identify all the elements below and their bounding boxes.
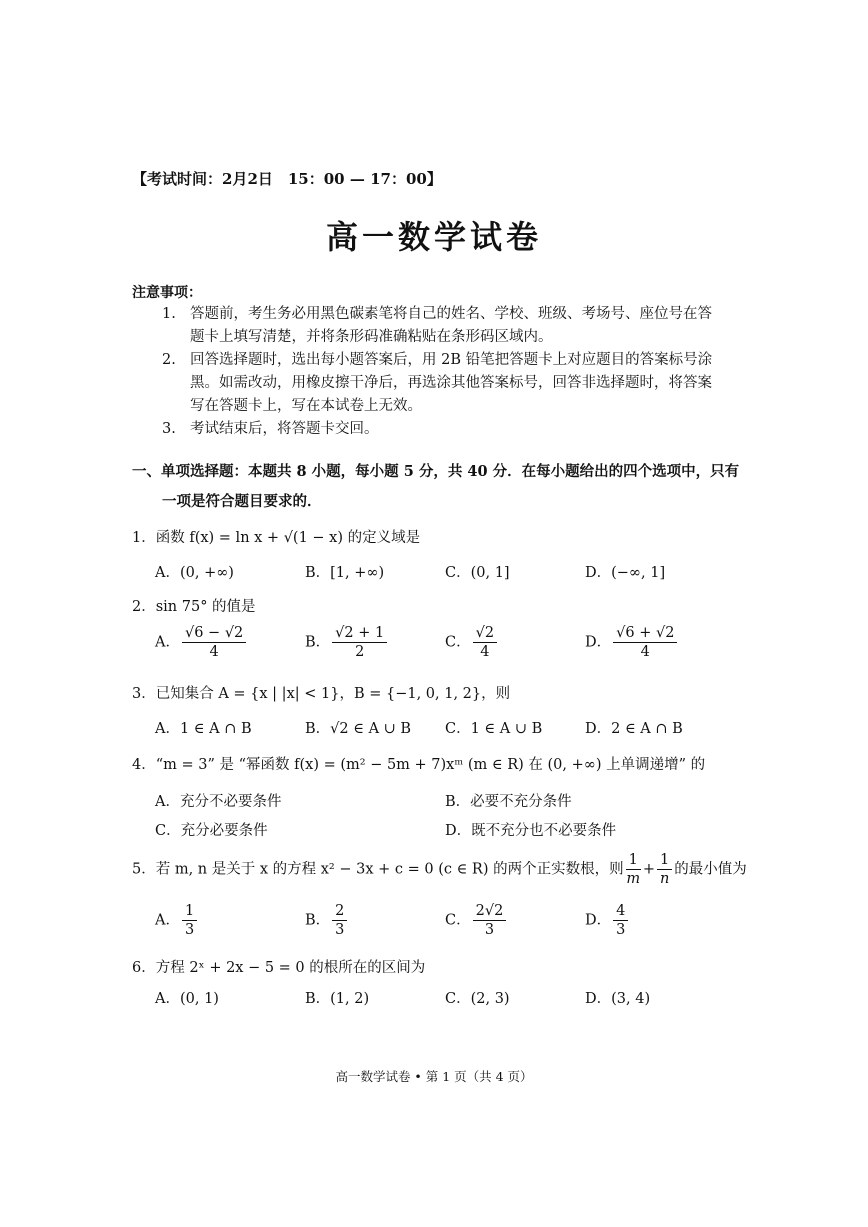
q2-option-b [305,624,389,661]
question-5-stem [132,851,747,888]
fraction-numerator: √6 + √2 [613,624,677,643]
stem-text: 的最小值为 [674,861,747,878]
plus-sign: + [642,861,656,878]
fraction [473,624,497,661]
fraction [657,851,672,888]
q3-option-c: C．1 ∈ A ∪ B [445,721,543,737]
q1-option-c: C．(0, 1] [445,565,510,581]
fraction-numerator: √2 + 1 [332,624,387,643]
notice-item-2 [162,349,712,418]
q5-option-c [445,902,508,939]
section-heading: 一、单项选择题：本题共 8 小题，每小题 5 分，共 40 分．在每小题给出的四个选项中，只有 [132,463,740,480]
q4-option-d: D．既不充分也不必要条件 [445,823,617,839]
fraction [626,851,641,888]
q2-option-c [445,624,499,661]
fraction-denominator: 4 [640,644,650,660]
option-label: B． [305,634,331,651]
fraction [332,624,387,661]
fraction [182,624,246,661]
fraction-numerator: 1 [626,851,641,870]
q4-option-b: B．必要不充分条件 [445,794,572,810]
q4-option-c: C．充分必要条件 [155,823,268,839]
q5-option-d [585,902,630,939]
notice-item-line: 黑。如需改动，用橡皮擦干净后，再选涂其他答案标号，回答非选择题时，将答案 [190,375,712,391]
notice-item-1 [162,303,712,349]
fraction-denominator: m [626,871,641,887]
fraction [182,902,197,939]
fraction [332,902,347,939]
notice-item-3 [162,418,379,441]
question-4-stem: 4．“m = 3” 是 “幂函数 f(x) = (m² − 5m + 7)xᵐ (m ∈ R) 在 (0, +∞) 上单调递增” 的 [132,757,706,773]
fraction-numerator: √6 − √2 [182,624,246,643]
notice-item-line: 题卡上填写清楚，并将条形码准确粘贴在条形码区域内。 [190,329,553,345]
fraction-denominator: 3 [335,922,345,938]
fraction-denominator: 2 [355,644,365,660]
fraction-numerator: 1 [182,902,197,921]
q6-option-b: B．(1, 2) [305,991,370,1007]
notice-item-number: 1. [162,306,176,322]
question-6-stem: 6．方程 2ˣ + 2x − 5 = 0 的根所在的区间为 [132,960,426,976]
fraction-denominator: 4 [480,644,490,660]
notice-item-line: 考试结束后，将答题卡交回。 [190,421,379,437]
stem-text: 5．若 m, n 是关于 x 的方程 x² − 3x + c = 0 (c ∈ R) 的两个正实数根，则 [132,861,624,878]
notice-item-line: 写在答题卡上，写在本试卷上无效。 [190,398,422,414]
section-heading-cont: 一项是符合题目要求的． [162,493,322,510]
q3-option-b: B．√2 ∈ A ∪ B [305,721,412,737]
fraction-numerator: 2 [332,902,347,921]
q6-option-a: A．(0, 1) [155,991,219,1007]
fraction-numerator: 4 [613,902,628,921]
option-label: C． [445,634,471,651]
q3-option-a: A．1 ∈ A ∩ B [155,721,252,737]
fraction [613,624,677,661]
page-footer: 高一数学试卷 • 第 1 页（共 4 页） [335,1069,533,1084]
notice-heading: 注意事项： [132,285,202,301]
q1-option-b: B．[1, +∞) [305,565,385,581]
q2-option-d [585,624,679,661]
page-title: 高一数学试卷 [325,218,542,256]
fraction [473,902,507,939]
option-label: A． [155,912,180,929]
option-label: A． [155,634,180,651]
fraction-denominator: 3 [484,922,495,938]
notice-item-number: 3. [162,421,176,437]
exam-time: 【考试时间：2月2日 15：00 — 17：00】 [132,170,442,188]
q4-option-a: A．充分不必要条件 [155,794,282,810]
notice-item-line: 回答选择题时，选出每小题答案后，用 2B 铅笔把答题卡上对应题目的答案标号涂 [190,352,713,368]
question-2-stem: 2．sin 75° 的值是 [132,599,256,615]
notice-item-line: 答题前，考生务必用黑色碳素笔将自己的姓名、学校、班级、考场号、座位号在答 [190,306,712,322]
fraction-denominator: 3 [184,922,195,938]
fraction-denominator: n [659,871,670,887]
option-label: B． [305,912,331,929]
q1-option-a: A．(0, +∞) [155,565,234,581]
fraction-denominator: 3 [616,922,626,938]
q5-option-b [305,902,349,939]
fraction-denominator: 4 [209,644,219,660]
fraction-numerator: √2 [473,624,497,643]
q3-option-d: D．2 ∈ A ∩ B [585,721,683,737]
q2-option-a [155,624,248,661]
question-3-stem: 3．已知集合 A = {x | |x| < 1}，B = {−1, 0, 1, 2}，则 [132,686,511,702]
question-1-stem: 1．函数 f(x) = ln x + √(1 − x) 的定义域是 [132,530,421,546]
q6-option-d: D．(3, 4) [585,991,651,1007]
fraction [613,902,628,939]
fraction-numerator: 1 [657,851,672,870]
option-label: D． [585,912,612,929]
q6-option-c: C．(2, 3) [445,991,510,1007]
q5-option-a [155,902,199,939]
fraction-numerator: 2√2 [473,902,507,921]
notice-item-number: 2. [162,352,176,368]
option-label: D． [585,634,612,651]
q1-option-d: D．(−∞, 1] [585,565,666,581]
option-label: C． [445,912,471,929]
